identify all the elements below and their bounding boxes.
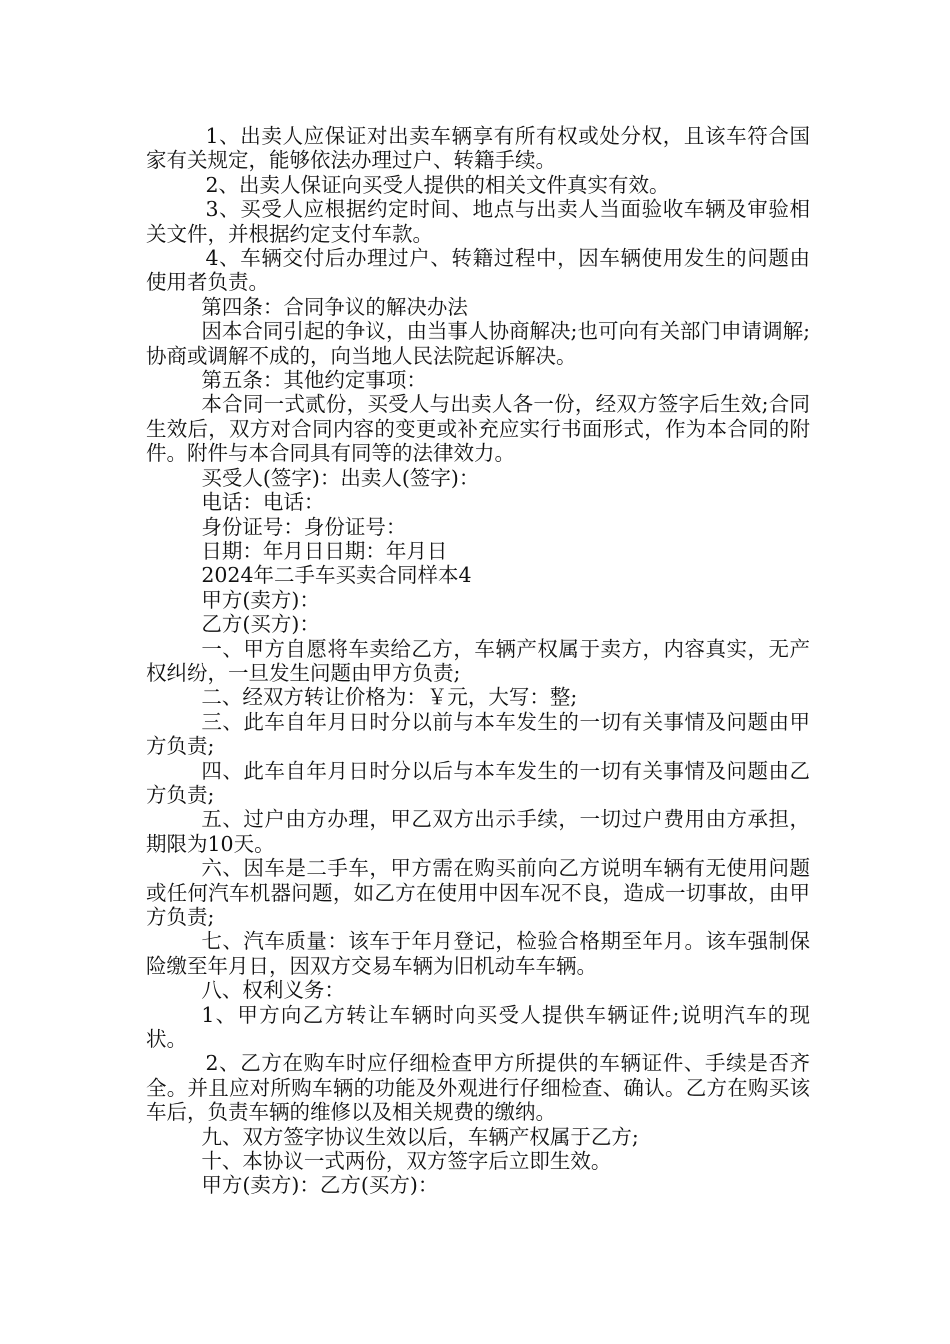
signature-line-1: 买受人(签字)：出卖人(签字)： bbox=[201, 465, 480, 490]
article-5-heading: 第五条：其他约定事项： bbox=[201, 368, 427, 393]
term-8-item-2: 2、乙方在购车时应仔细检查甲方所提供的车辆证件、手续是否齐全。并且应对所购车辆的功能及外观进行仔细检查、确认。乙方在购买该车后，负责车辆的维修以及相关规费的缴纳。 bbox=[146, 1051, 810, 1125]
party-b-line: 乙方(买方)： bbox=[201, 612, 320, 637]
term-4: 四、此车自年月日时分以后与本车发生的一切有关事情及问题由乙方负责; bbox=[146, 758, 810, 807]
term-5: 五、过户由方办理，甲乙双方出示手续，一切过户费用由方承担，期限为10天。 bbox=[146, 807, 810, 856]
clause-seller-documents: 2、出卖人保证向买受人提供的相关文件真实有效。 bbox=[205, 172, 670, 197]
dispute-resolution-text: 因本合同引起的争议，由当事人协商解决;也可向有关部门申请调解;协商或调解不成的，向当地人民法院起诉解决。 bbox=[146, 319, 810, 368]
term-3: 三、此车自年月日时分以前与本车发生的一切有关事情及问题由甲方负责; bbox=[146, 709, 810, 759]
clause-buyer-inspection: 3、买受人应根据约定时间、地点与出卖人当面验收车辆及审验相关文件，并根据约定支付车款。 bbox=[146, 197, 810, 246]
term-1: 一、甲方自愿将车卖给乙方，车辆产权属于卖方，内容真实，无产权纠纷，一旦发生问题由甲方负责; bbox=[146, 636, 810, 685]
term-6: 六、因车是二手车，甲方需在购买前向乙方说明车辆有无使用问题或任何汽车机器问题，如乙方在使用中因车况不良，造成一切事故，由甲方负责; bbox=[146, 856, 810, 929]
other-terms-text: 本合同一式贰份，买受人与出卖人各一份，经双方签字后生效;合同生效后，双方对合同内容的变更或补充应实行书面形式，作为本合同的附件。附件与本合同具有同等的法律效力。 bbox=[146, 392, 810, 466]
term-9: 九、双方签字协议生效以后，车辆产权属于乙方; bbox=[201, 1124, 639, 1149]
phone-line: 电话：电话： bbox=[201, 490, 325, 515]
term-8-heading: 八、权利义务： bbox=[201, 978, 345, 1003]
term-10: 十、本协议一式两份，双方签字后立即生效。 bbox=[201, 1149, 612, 1174]
signature-line-2: 甲方(卖方)：乙方(买方)： bbox=[201, 1173, 439, 1198]
sample-4-title: 2024年二手车买卖合同样本4 bbox=[201, 563, 472, 588]
clause-transfer-responsibility: 4、车辆交付后办理过户、转籍过程中，因车辆使用发生的问题由使用者负责。 bbox=[146, 246, 810, 295]
term-7: 七、汽车质量：该车于年月登记，检验合格期至年月。该车强制保险缴至年月日，因双方交易车辆为旧机动车车辆。 bbox=[146, 929, 810, 978]
term-8-item-1: 1、甲方向乙方转让车辆时向买受人提供车辆证件;说明汽车的现状。 bbox=[146, 1002, 810, 1052]
id-number-line: 身份证号：身份证号： bbox=[201, 514, 407, 539]
party-a-line: 甲方(卖方)： bbox=[201, 587, 320, 612]
term-2: 二、经双方转让价格为：￥元，大写：整; bbox=[201, 685, 578, 710]
clause-seller-ownership: 1、出卖人应保证对出卖车辆享有所有权或处分权，且该车符合国家有关规定，能够依法办理过户、转籍手续。 bbox=[146, 124, 810, 173]
article-4-heading: 第四条：合同争议的解决办法 bbox=[201, 294, 468, 319]
document-body bbox=[146, 124, 810, 1198]
date-line: 日期：年月日日期：年月日 bbox=[201, 538, 448, 563]
